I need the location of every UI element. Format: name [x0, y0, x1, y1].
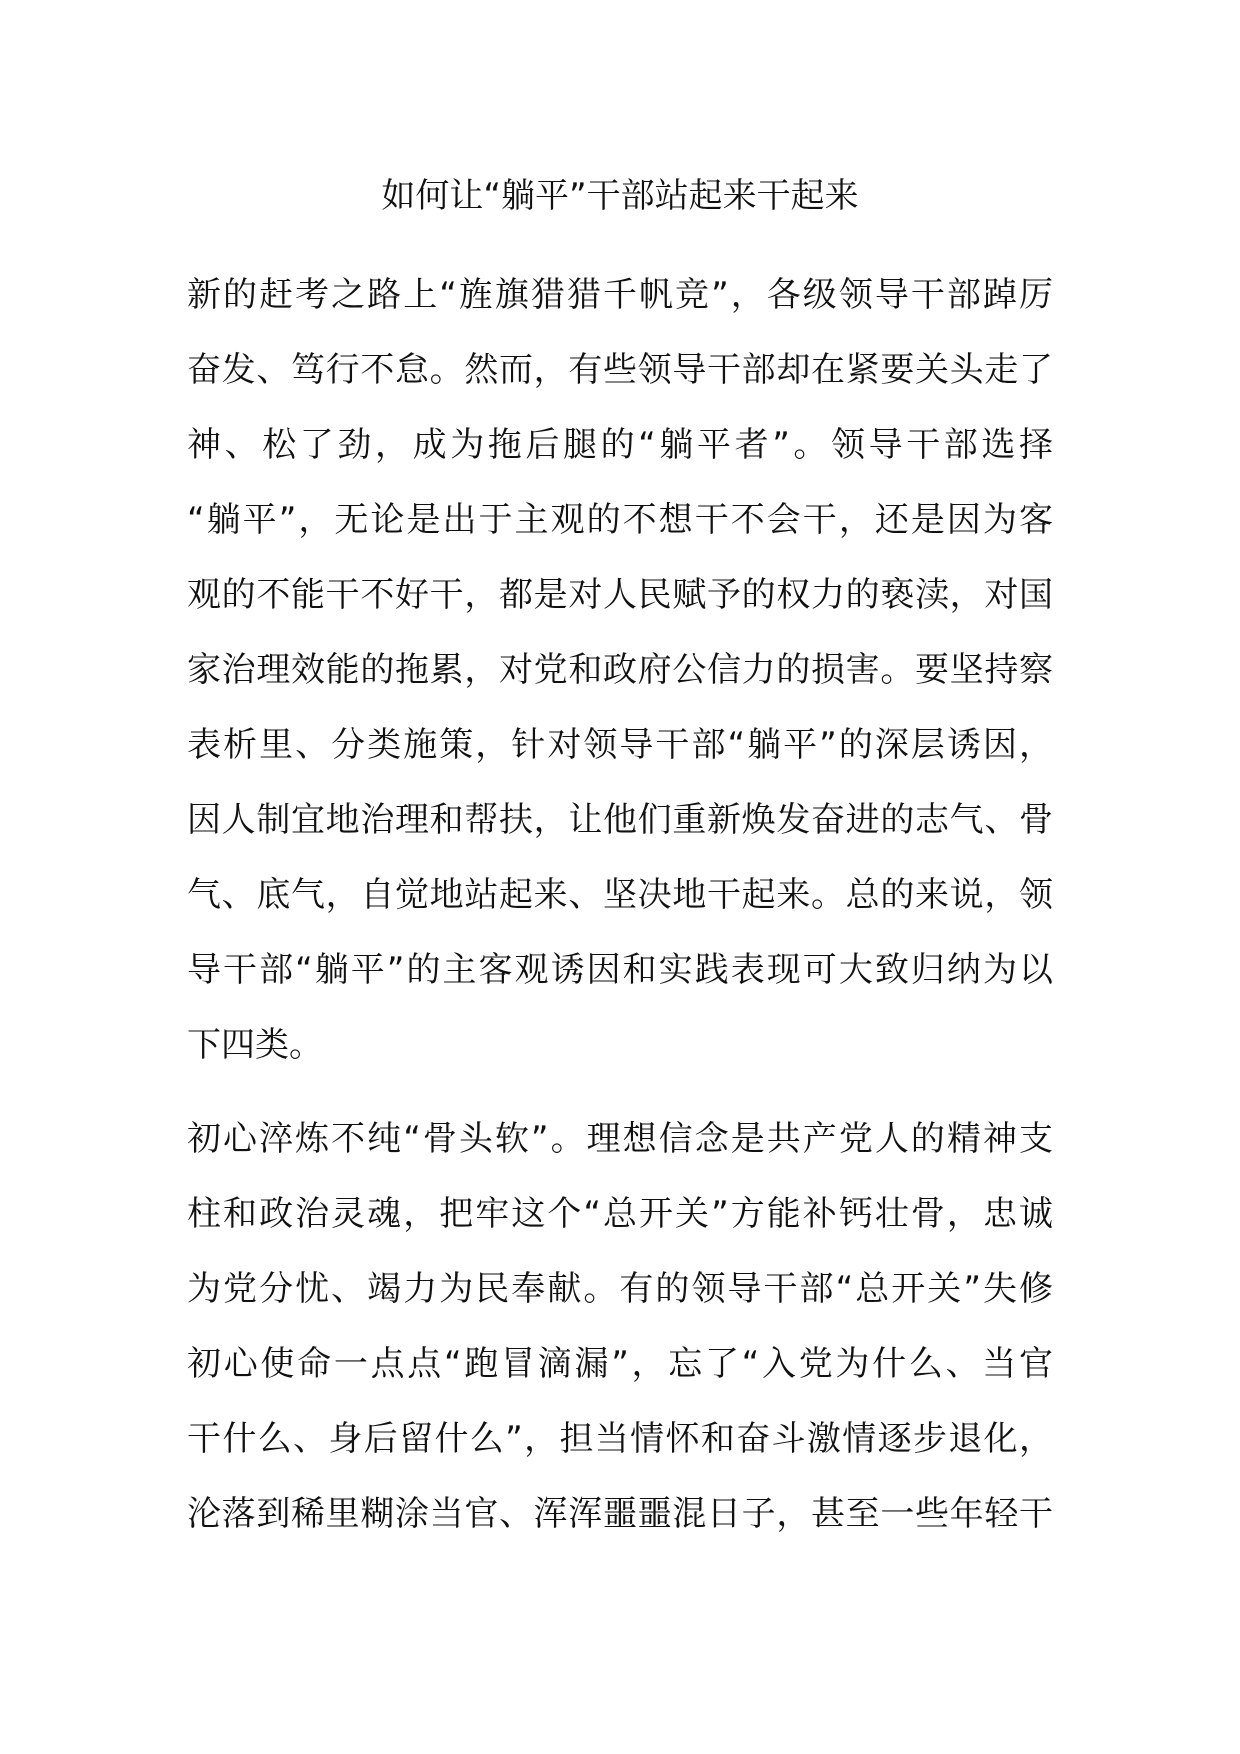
- text-line: 新的赶考之路上“旌旗猎猎千帆竞”，各级领导干部踔厉: [187, 275, 1053, 315]
- text-line: 柱和政治灵魂，把牢这个“总开关”方能补钙壮骨，忠诚: [187, 1194, 1053, 1234]
- text-line: 因人制宜地治理和帮扶，让他们重新焕发奋进的志气、骨: [187, 800, 1053, 840]
- paragraph-section-one: [187, 1102, 1053, 1552]
- text-line: 初心淬炼不纯“骨头软”。理想信念是共产党人的精神支: [187, 1119, 1053, 1159]
- text-line: 奋发、笃行不怠。然而，有些领导干部却在紧要关头走了: [187, 350, 1053, 390]
- text-line: “躺平”，无论是出于主观的不想干不会干，还是因为客: [187, 500, 1053, 540]
- text-line: 干什么、身后留什么”，担当情怀和奋斗激情逐步退化，: [187, 1419, 1053, 1459]
- text-line: 沦落到稀里糊涂当官、浑浑噩噩混日子，甚至一些年轻干: [187, 1494, 1053, 1534]
- text-line: 初心使命一点点“跑冒滴漏”，忘了“入党为什么、当官: [187, 1344, 1053, 1384]
- text-line: 表析里、分类施策，针对领导干部“躺平”的深层诱因，: [187, 725, 1053, 765]
- text-line: 下四类。: [187, 1025, 323, 1065]
- text-line: 家治理效能的拖累，对党和政府公信力的损害。要坚持察: [187, 650, 1053, 690]
- document-title: 如何让“躺平”干部站起来干起来: [381, 176, 859, 216]
- text-line: 观的不能干不好干，都是对人民赋予的权力的亵渎，对国: [187, 575, 1053, 615]
- text-line: 神、松了劲，成为拖后腿的“躺平者”。领导干部选择: [187, 425, 1053, 465]
- paragraph-intro: [187, 258, 1053, 1083]
- text-line: 导干部“躺平”的主客观诱因和实践表现可大致归纳为以: [187, 950, 1053, 990]
- text-line: 气、底气，自觉地站起来、坚决地干起来。总的来说，领: [187, 875, 1053, 915]
- text-line: 为党分忧、竭力为民奉献。有的领导干部“总开关”失修: [187, 1269, 1053, 1309]
